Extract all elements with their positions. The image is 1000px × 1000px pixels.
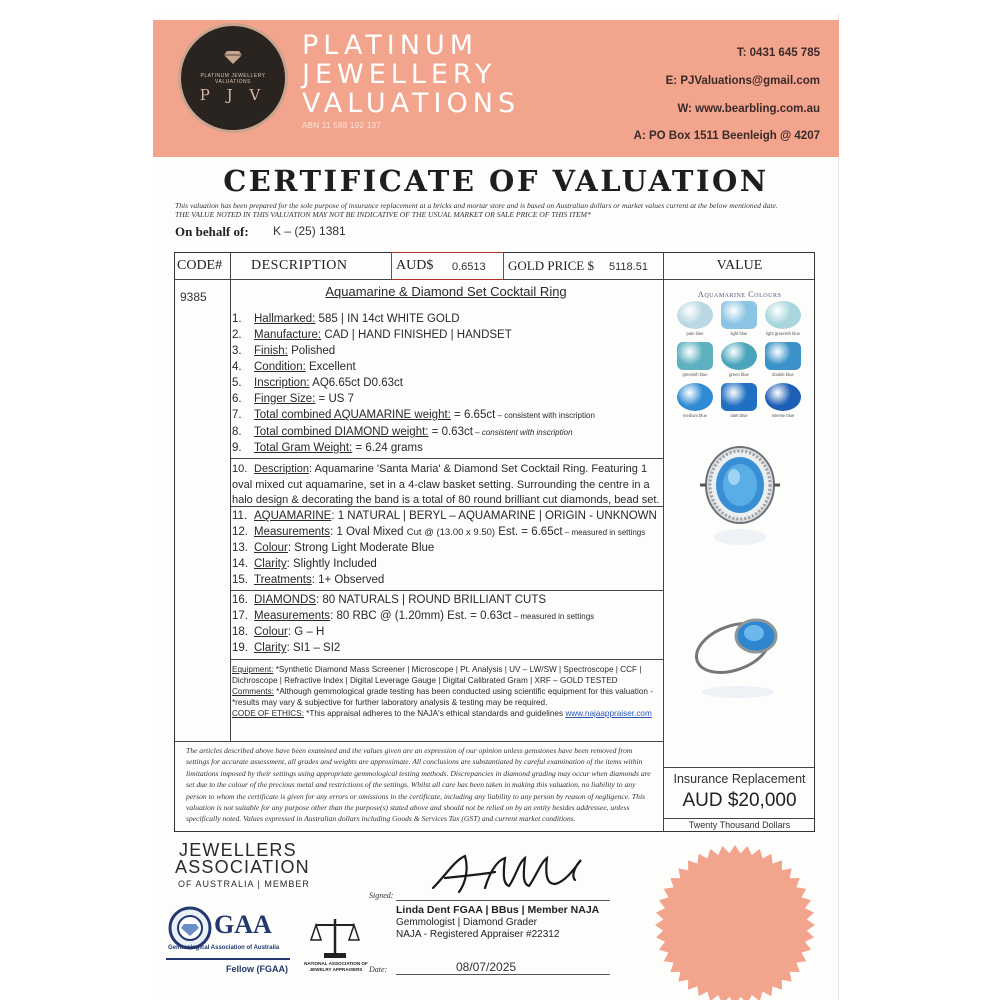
item-title: Aquamarine & Diamond Set Cocktail Ring [325, 284, 567, 299]
aquamarine-row: 12. Measurements: 1 Oval Mixed Cut @ (13.00 x 9.50) Est. = 6.65ct – measured in settings [232, 526, 646, 538]
aud-col-divider-right [503, 252, 504, 280]
aquamarine-swatch-label: pale blue [686, 331, 704, 336]
aud-col-divider-left [391, 252, 392, 280]
aquamarine-swatch-label: intense blue [771, 413, 795, 418]
aquamarine-swatch [677, 301, 713, 329]
scales-icon [310, 916, 360, 960]
ja-member-line: OF AUSTRALIA | MEMBER [178, 879, 310, 889]
header-aud-value: 0.6513 [452, 261, 486, 273]
spec-row: 2. Manufacture: CAD | HAND FINISHED | HANDSET [232, 329, 512, 341]
certificate-title: CERTIFICATE OF VALUATION [223, 164, 769, 198]
preamble-line-2: THE VALUE NOTED IN THIS VALUATION MAY NOT BE INDICATIVE OF THE USUAL MARKET OR SALE PRICE OF THIS ITEM* [175, 209, 591, 219]
behalf-label: On behalf of: [175, 224, 249, 239]
spec-row: 5. Inscription: AQ6.65ct D0.63ct [232, 377, 403, 389]
signer-role-1: Gemmologist | Diamond Grader [396, 917, 537, 928]
ja-line-2: ASSOCIATION [175, 857, 310, 877]
seal-sticker [650, 840, 820, 1000]
spec-row: 9. Total Gram Weight: = 6.24 grams [232, 442, 423, 454]
diamond-row: 17. Measurements: 80 RBC @ (1.20mm) Est. = 0.63ct – measured in settings [232, 610, 595, 622]
aquamarine-swatch [677, 342, 713, 370]
row-divider-3 [230, 590, 663, 591]
header-gold-label: GOLD PRICE $ [508, 258, 594, 273]
aquamarine-swatch-label: green blue [729, 372, 749, 377]
aud-box-top [391, 252, 504, 253]
spec-row: 3. Finish: Polished [232, 345, 336, 357]
ethics-label: CODE OF ETHICS: [232, 709, 304, 718]
naja-link[interactable]: www.najaappraiser.com [565, 709, 652, 718]
aquamarine-swatch-label: greenish blue [682, 372, 708, 377]
aquamarine-swatch [721, 301, 757, 329]
aquamarine-swatch-label: light greenish blue [766, 331, 800, 336]
ethics-text: *This appraisal adheres to the NAJA's ethical standards and guidelines [303, 709, 566, 718]
header-aud-label: AUD$ [396, 258, 434, 273]
contact-address: A: PO Box 1511 Beenleigh @ 4207 [633, 130, 820, 142]
diamond-row: 19. Clarity: SI1 – SI2 [232, 642, 341, 654]
brand-line-1: PLATINUM [302, 30, 479, 61]
brand-line-2: JEWELLERY [302, 59, 497, 90]
valuation-date: 08/07/2025 [456, 960, 517, 974]
gaa-divider [166, 958, 290, 960]
equipment-label: Equipment: [232, 665, 274, 674]
abn-number: ABN 11 588 192 137 [302, 121, 382, 130]
preamble [175, 202, 835, 219]
disclaimer-divider [174, 741, 664, 742]
gaa-logo-text: GAA [214, 910, 272, 939]
brand-line-3: VALUATIONS [302, 88, 521, 119]
ring-top-view-image [700, 445, 780, 565]
aquamarine-swatch-label: dark blue [730, 413, 748, 418]
insurance-divider-top [663, 767, 815, 768]
spec-row: 6. Finger Size: = US 7 [232, 393, 355, 405]
aquamarine-swatch-label: light blue [730, 331, 748, 336]
spec-row: 8. Total combined DIAMOND weight: = 0.63ct – consistent with inscription [232, 426, 573, 438]
contact-phone: T: 0431 645 785 [736, 47, 820, 59]
insurance-divider-bottom [663, 818, 815, 819]
signer-block [396, 904, 599, 941]
aquamarine-swatch [765, 342, 801, 370]
diamond-row: 18. Colour: G – H [232, 626, 325, 638]
contact-website: W: www.bearbling.com.au [677, 103, 820, 115]
ja-line-1: JEWELLERS [179, 840, 297, 860]
signer-role-2: NAJA - Registered Appraiser #22312 [396, 929, 560, 940]
code-col-divider [230, 252, 231, 280]
header-code: CODE# [177, 258, 223, 273]
diamond-icon [224, 50, 242, 64]
insurance-amount: AUD $20,000 [682, 790, 797, 811]
naja-logo-text: NATIONAL ASSOCIATION OF JEWELRY APPRAISERS [304, 961, 368, 972]
diamond-row: 16. DIAMONDS: 80 NATURALS | ROUND BRILLIANT CUTS [232, 594, 547, 606]
item-description: 10. Description: Aquamarine 'Santa Maria' & Diamond Set Cocktail Ring. Featuring 1 oval mixed cut aquamarine, set in a 4-claw basket setting. Surrounding the centre in a halo design & decorating the band is a total of 80 round brilliant cut diamonds, bead set. [232, 463, 660, 506]
aquamarine-swatch [677, 383, 713, 411]
aquamarine-swatch [765, 383, 801, 411]
gaa-emblem-icon [168, 906, 212, 950]
spec-row: 4. Condition: Excellent [232, 361, 356, 373]
behalf-value: K – (25) 1381 [273, 224, 346, 238]
comments-text: *Although gemmological grade testing has been conducted using scientific equipment for this valuation - *results may vary & subjective for further laboratory analysis & testing may be required. [232, 687, 653, 707]
aquamarine-swatch-label: double blue [772, 372, 794, 377]
equipment-text: *Synthetic Diamond Mass Screener | Microscope | Pt. Analysis | UV – LW/SW | Spectroscope | CCF | Dichroscope | Refractive Index | Digital Leverage Gauge | Digital Calibrated Gram | XRF – GOLD TESTED [232, 665, 642, 685]
date-label: Date: [369, 965, 388, 974]
aquamarine-row: 13. Colour: Strong Light Moderate Blue [232, 542, 435, 554]
logo-initials: P J V [199, 86, 267, 104]
aquamarine-row: 15. Treatments: 1+ Observed [232, 574, 385, 586]
aquamarine-swatch [721, 383, 757, 411]
aquamarine-colours-title: Aquamarine Colours [697, 289, 782, 299]
item-code: 9385 [180, 290, 207, 304]
seal-starburst [655, 845, 815, 1000]
spec-row: 7. Total combined AQUAMARINE weight: = 6.65ct – consistent with inscription [232, 409, 595, 421]
logo-ring-text: PLATINUM JEWELLERY VALUATIONS [200, 73, 266, 85]
date-line [396, 974, 610, 975]
signature-line [396, 900, 610, 901]
row-divider-4 [230, 659, 663, 660]
aquamarine-swatch-label: medium blue [683, 413, 707, 418]
aquamarine-swatch [721, 342, 757, 370]
code-col-divider-body [230, 279, 231, 741]
contact-email: E: PJValuations@gmail.com [665, 75, 820, 87]
insurance-amount-words: Twenty Thousand Dollars [688, 820, 791, 830]
value-col-divider [663, 252, 664, 832]
paper-edge [838, 14, 839, 1000]
aquamarine-row: 14. Clarity: Slightly Included [232, 558, 377, 570]
testing-notes [232, 664, 662, 719]
signature-image [425, 848, 595, 900]
header-gold-value: 5118.51 [609, 261, 648, 273]
spec-row: 1. Hallmarked: 585 | IN 14ct WHITE GOLD [232, 313, 460, 325]
gaa-fellow: Fellow (FGAA) [226, 964, 288, 974]
preamble-line-1: This valuation has been prepared for the sole purpose of insurance replacement at a bricks and mortar store and is based on Australian dollars or market values current at the below mentioned date. [175, 201, 778, 210]
ring-side-view-image [688, 600, 788, 710]
signer-name: Linda Dent FGAA | BBus | Member NAJA [396, 904, 600, 916]
aud-box-bottom [391, 279, 504, 280]
header-value: VALUE [716, 258, 763, 273]
jewellers-association-logo [175, 842, 310, 876]
aquamarine-swatch [765, 301, 801, 329]
header-description: DESCRIPTION [251, 258, 348, 273]
aquamarine-row: 11. AQUAMARINE: 1 NATURAL | BERYL – AQUAMARINE | ORIGIN - UNKNOWN [232, 510, 657, 522]
signed-label: Signed: [369, 891, 394, 900]
row-divider-1 [230, 458, 663, 459]
gaa-full-name: Gemmological Association of Australia [168, 945, 280, 951]
disclaimer: The articles described above have been examined and the values given are an expression of our opinion unless gemstones have been removed from settings for accurate assessment, all grades and weights are approximate. All conclusions are substantiated by careful examination of the items within limitations imposed by their settings using appropriate gemmological testing methods. Discrepancies in diamond grading may occur when diamonds are set due to the colour of the precious metal and restrictions of the settings. Whilst all care has been taken in making this valuation, no liability to any person to whom the certificate is given for any errors or omissions in the certificate, including any liability to any person by reason of negligence. This valuation is not suitable for any purpose other than the purpose(s) stated above and should not be relied on by an entity besides addressee, unless specifically noted. Values expressed in Australian dollars including Goods & Services Tax (GST) and current market conditions. [186, 746, 651, 824]
insurance-label: Insurance Replacement [673, 772, 806, 786]
comments-label: Comments: [232, 687, 274, 696]
